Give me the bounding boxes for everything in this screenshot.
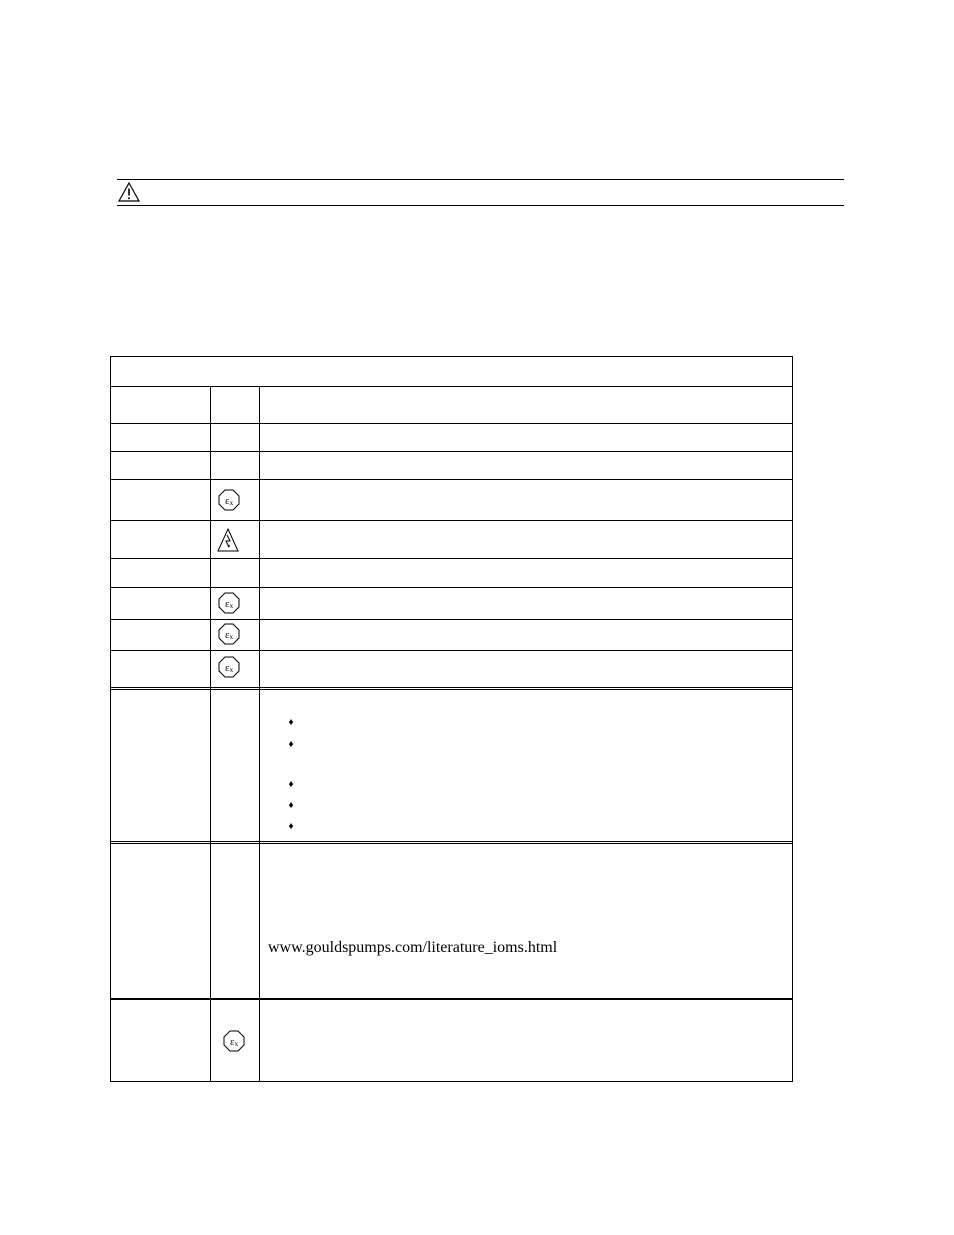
list-bullet: ♦	[288, 717, 294, 728]
atex-ex-icon	[218, 656, 240, 678]
atex-ex-icon	[218, 592, 240, 614]
atex-ex-icon	[223, 1030, 245, 1052]
warning-triangle-icon	[118, 182, 140, 202]
svg-text:εx: εx	[224, 662, 234, 674]
svg-text:εx: εx	[229, 1036, 239, 1048]
electrical-hazard-icon	[217, 528, 239, 552]
list-bullet: ♦	[288, 739, 294, 750]
atex-ex-icon	[218, 623, 240, 645]
list-bullet: ♦	[288, 779, 294, 790]
list-bullet: ♦	[288, 800, 294, 811]
list-bullet: ♦	[288, 821, 294, 832]
atex-ex-icon	[218, 489, 240, 511]
warning-bar	[117, 179, 844, 206]
svg-text:εx: εx	[224, 598, 234, 610]
safety-checklist-table	[110, 356, 793, 1082]
svg-text:εx: εx	[224, 495, 234, 507]
literature-link[interactable]: www.gouldspumps.com/literature_ioms.html	[268, 939, 558, 956]
table-grid	[110, 356, 793, 1082]
svg-text:εx: εx	[224, 629, 234, 641]
